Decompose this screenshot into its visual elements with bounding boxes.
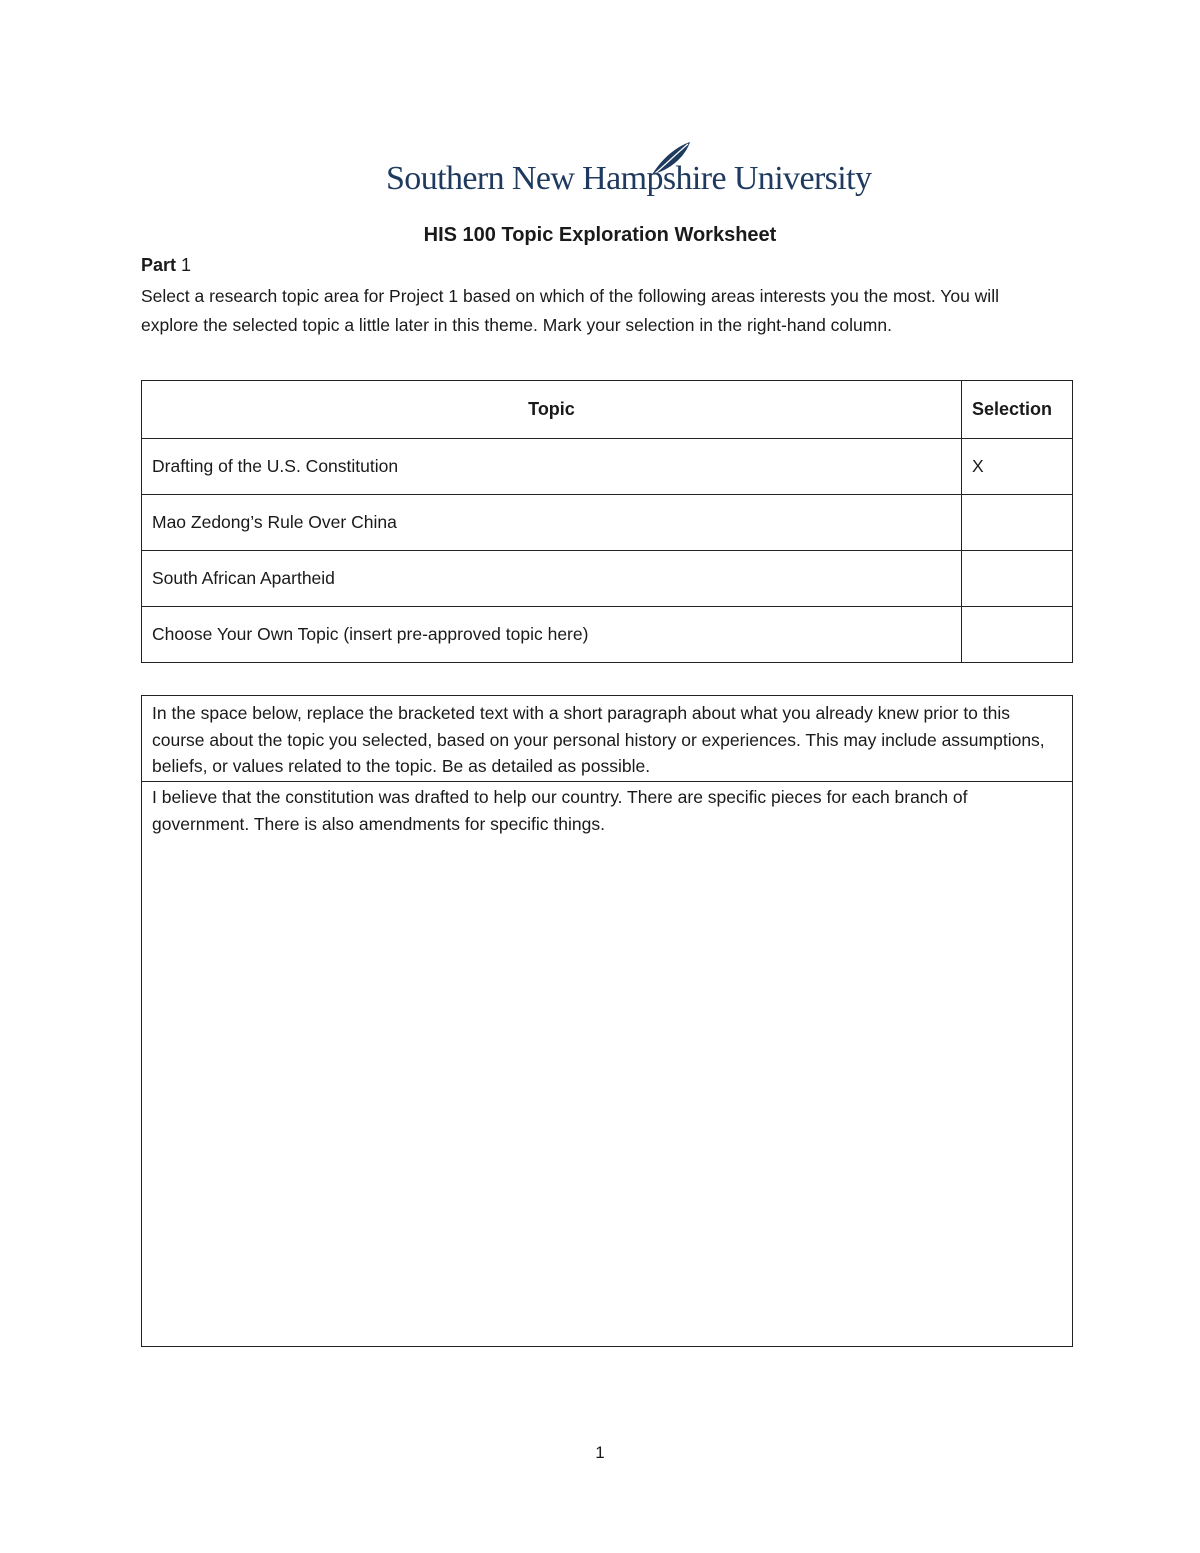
response-prompt: In the space below, replace the bracketed text with a short paragraph about what you already knew prior to this course about the topic you selected, based on your personal history or experiences. This may include assumptions, beliefs, or values related to the topic. Be as detailed as possible.	[142, 696, 1072, 782]
table-row	[142, 439, 1073, 495]
selection-column-header: Selection	[962, 381, 1073, 439]
topic-cell: Mao Zedong’s Rule Over China	[142, 495, 962, 551]
topic-cell: Choose Your Own Topic (insert pre-approved topic here)	[142, 607, 962, 663]
topic-cell: South African Apartheid	[142, 551, 962, 607]
university-logo	[386, 140, 872, 210]
response-answer[interactable]: I believe that the constitution was drafted to help our country. There are specific pieces for each branch of government. There is also amendments for specific things.	[152, 787, 968, 834]
part-label-text: Part	[141, 255, 177, 275]
response-box	[141, 695, 1073, 1347]
page-number: 1	[595, 1443, 605, 1462]
topic-selection-table	[141, 380, 1073, 663]
table-row	[142, 495, 1073, 551]
topic-cell: Drafting of the U.S. Constitution	[142, 439, 962, 495]
selection-cell[interactable]	[962, 607, 1073, 663]
part-label-number: 1	[176, 255, 192, 275]
selection-cell[interactable]	[962, 551, 1073, 607]
logo-wordmark: Southern New Hampshire University	[386, 160, 872, 197]
selection-cell[interactable]: X	[962, 439, 1073, 495]
part-instructions: Select a research topic area for Project 1 based on which of the following areas interests you the most. You will explore the selected topic a little later in this theme. Mark your selection in the right-hand column.	[141, 286, 999, 335]
page-title: HIS 100 Topic Exploration Worksheet	[423, 224, 777, 246]
selection-cell[interactable]	[962, 495, 1073, 551]
table-row	[142, 607, 1073, 663]
table-header-row	[142, 381, 1073, 439]
topic-column-header: Topic	[142, 381, 962, 439]
part-label	[141, 255, 191, 276]
table-row	[142, 551, 1073, 607]
